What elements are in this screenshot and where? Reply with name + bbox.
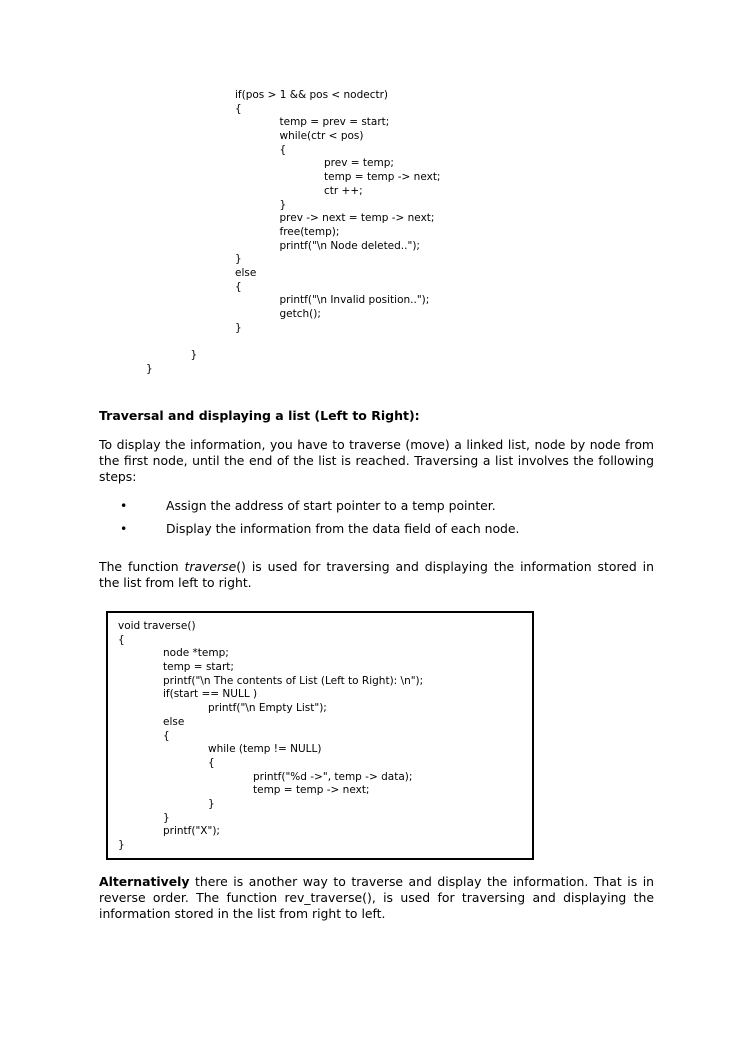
list-item — [99, 498, 654, 521]
code-line: printf("\n Invalid position.."); — [279, 294, 430, 307]
steps-list — [99, 498, 654, 544]
code-line: else — [235, 266, 257, 279]
code-line: } — [235, 321, 242, 334]
section-heading: Traversal and displaying a list (Left to Right): — [99, 408, 420, 423]
intro-paragraph: To display the information, you have to traverse (move) a linked list, node by node from the first node, until the end of the list is reached. Traversing a list involves the following steps: — [99, 437, 654, 484]
code-line: } — [163, 811, 170, 824]
bullet-icon: • — [120, 521, 128, 536]
code-line: prev = temp; — [324, 157, 394, 170]
code-line: prev -> next = temp -> next; — [279, 212, 435, 225]
code-listing-delete-node — [146, 89, 440, 376]
function-name-emphasis: traverse — [184, 559, 237, 574]
code-line: if(pos > 1 && pos < nodectr) — [235, 89, 389, 101]
code-line: } — [190, 349, 198, 362]
code-line: } — [208, 797, 215, 810]
list-item — [99, 521, 654, 544]
list-item-text: Assign the address of start pointer to a temp pointer. — [166, 498, 496, 513]
code-line: } — [279, 198, 287, 211]
code-line: printf("%d ->", temp -> data); — [253, 770, 413, 783]
code-line: { — [163, 729, 170, 742]
code-line: if(start == NULL ) — [163, 688, 258, 701]
code-blank-line — [146, 335, 440, 349]
closing-paragraph-rest: there is another way to traverse and display the information. That is in reverse order. The function rev_traverse(), is used for traversing and displaying the information stored in the list from right to left. — [99, 874, 654, 921]
function-paragraph-after: () is used for traversing and displaying the information stored in the list from left to right. — [99, 559, 654, 590]
code-line: node *temp; — [163, 647, 229, 660]
code-box-traverse — [106, 611, 534, 860]
code-line: while (temp != NULL) — [208, 743, 322, 756]
code-line: printf("X"); — [163, 825, 220, 838]
code-line: printf("\n Empty List"); — [208, 702, 327, 715]
closing-paragraph-bold: Alternatively — [99, 874, 190, 889]
code-line: { — [235, 280, 242, 293]
code-line: void traverse() — [118, 620, 196, 632]
code-line: temp = temp -> next; — [253, 784, 370, 797]
code-line: } — [118, 839, 125, 851]
code-line: while(ctr < pos) — [279, 130, 364, 143]
code-line: { — [118, 633, 125, 646]
code-line: { — [235, 102, 242, 115]
code-line: printf("\n Node deleted.."); — [279, 239, 420, 252]
code-line: } — [146, 362, 153, 375]
code-line: ctr ++; — [324, 184, 363, 197]
bullet-icon: • — [120, 498, 128, 513]
code-line: { — [208, 756, 215, 769]
function-paragraph-before: The function — [99, 559, 185, 574]
code-line: temp = temp -> next; — [324, 171, 441, 184]
code-line: temp = start; — [163, 661, 234, 674]
list-item-text: Display the information from the data field of each node. — [166, 521, 520, 536]
code-line: } — [235, 253, 242, 266]
code-line: else — [163, 715, 185, 728]
code-line: temp = prev = start; — [279, 116, 390, 129]
code-line: getch(); — [279, 308, 321, 320]
code-line: printf("\n The contents of List (Left to Right): \n"); — [163, 674, 424, 687]
function-paragraph — [99, 559, 654, 591]
closing-paragraph — [99, 874, 654, 922]
code-listing-traverse — [118, 620, 423, 853]
code-line: { — [279, 143, 287, 156]
code-line: free(temp); — [279, 225, 340, 238]
